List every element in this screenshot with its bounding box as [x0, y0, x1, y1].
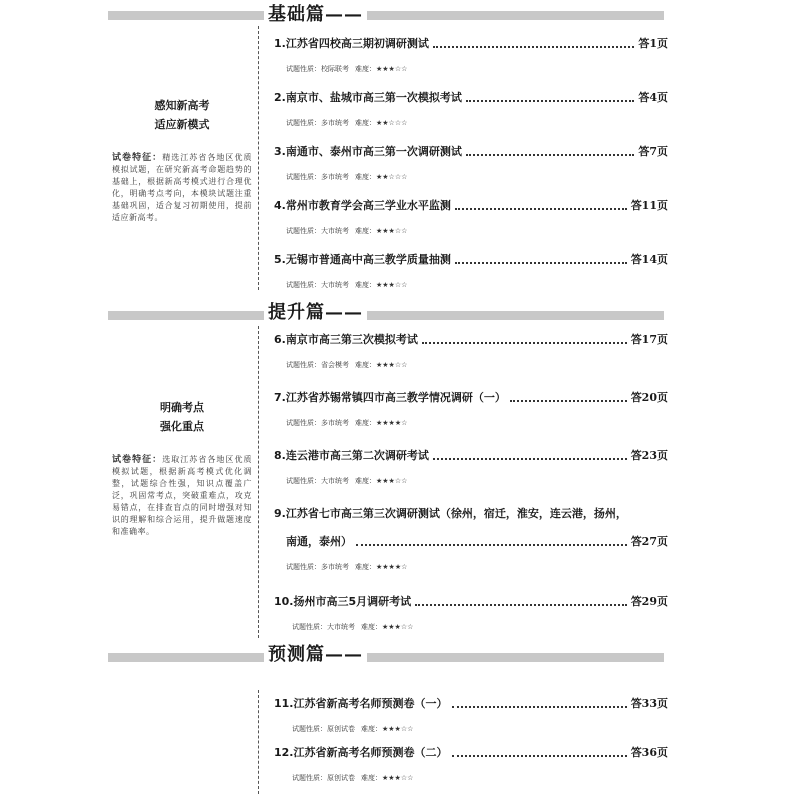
side-heading: 感知新高考: [154, 99, 210, 112]
sidebar-advance: [112, 398, 252, 538]
divider-line: [258, 26, 259, 290]
entry-title-continued: 南通，泰州）: [286, 535, 352, 548]
toc-entry[interactable]: 8.连云港市高三第二次调研考试 答23页 试题性质：大市统考 难度：★★★☆☆: [274, 449, 668, 485]
entry-page: 答20页: [630, 391, 668, 404]
entry-title: 5.无锡市普通高中高三教学质量抽测: [274, 253, 451, 266]
entry-page: 答23页: [630, 449, 668, 462]
entry-title: 1.江苏省四校高三期初调研测试: [274, 37, 429, 50]
toc-entry[interactable]: 2.南京市、盐城市高三第一次模拟考试 答4页 试题性质：多市统考 难度：★★☆☆☆: [274, 91, 668, 127]
toc-entry[interactable]: 6.南京市高三第三次模拟考试 答17页 试题性质：省会模考 难度：★★★☆☆: [274, 333, 668, 369]
entry-title: 9.江苏省七市高三第三次调研测试（徐州，宿迁，淮安，连云港，扬州，: [274, 507, 627, 520]
toc-entry[interactable]: 9.江苏省七市高三第三次调研测试（徐州，宿迁，淮安，连云港，扬州， 南通，泰州） 答27页 试题性质：多市统考 难度：★★★★☆: [274, 507, 668, 571]
entry-page: 答29页: [630, 595, 668, 608]
toc-entry[interactable]: 5.无锡市普通高中高三教学质量抽测 答14页 试题性质：大市统考 难度：★★★☆☆: [274, 253, 668, 289]
section-bar: [108, 11, 664, 20]
entry-title: 10.扬州市高三5月调研考试: [274, 595, 412, 608]
entry-title: 2.南京市、盐城市高三第一次模拟考试: [274, 91, 462, 104]
side-heading: 明确考点: [160, 401, 204, 414]
toc-entry[interactable]: 12.江苏省新高考名师预测卷（二） 答36页 试题性质：原创试卷 难度：★★★☆☆: [274, 746, 668, 782]
entry-title: 3.南通市、泰州市高三第一次调研测试: [274, 145, 462, 158]
entry-page: 答17页: [630, 333, 668, 346]
side-heading: 强化重点: [160, 420, 204, 433]
section-bar: [108, 653, 664, 662]
entry-title: 7.江苏省苏锡常镇四市高三教学情况调研（一）: [274, 391, 506, 404]
side-description: 试卷特征：选取江苏省各地区优质模拟试题，根据新高考模式优化调整，试题综合性强，知识点覆盖广泛，巩固常考点，突破重难点，攻克易错点，在排查盲点的同时增强对知识的理解和综合运用，提升做题速度和准确率。: [112, 455, 252, 536]
toc-entry[interactable]: 1.江苏省四校高三期初调研测试 答1页 试题性质：校际联考 难度：★★★☆☆: [274, 37, 668, 73]
entry-page: 答11页: [630, 199, 668, 212]
section-bar: [108, 311, 664, 320]
entry-title: 6.南京市高三第三次模拟考试: [274, 333, 418, 346]
entry-page: 答33页: [630, 697, 668, 710]
section-title-basic: 基础篇——: [264, 4, 367, 26]
entry-title: 12.江苏省新高考名师预测卷（二）: [274, 746, 448, 759]
entry-page: 答1页: [638, 37, 668, 50]
entry-title: 4.常州市教育学会高三学业水平监测: [274, 199, 451, 212]
entry-title: 11.江苏省新高考名师预测卷（一）: [274, 697, 448, 710]
divider-line: [258, 326, 259, 638]
toc-entry[interactable]: 4.常州市教育学会高三学业水平监测 答11页 试题性质：大市统考 难度：★★★☆☆: [274, 199, 668, 235]
entry-page: 答7页: [638, 145, 668, 158]
side-description: 试卷特征：精选江苏省各地区优质模拟试题，在研究新高考命题趋势的基础上，根据新高考模式进行合理优化，明确考点考向，本模块试题注重基础巩固，适合复习初期使用，提前适应新高考。: [112, 153, 252, 222]
divider-line: [258, 690, 259, 794]
entry-page: 答36页: [630, 746, 668, 759]
entry-page: 答4页: [638, 91, 668, 104]
section-title-predict: 预测篇——: [264, 644, 367, 666]
section-title-advance: 提升篇——: [264, 302, 367, 324]
toc-entry[interactable]: 10.扬州市高三5月调研考试 答29页 试题性质：大市统考 难度：★★★☆☆: [274, 595, 668, 631]
toc-entry[interactable]: 3.南通市、泰州市高三第一次调研测试 答7页 试题性质：多市统考 难度：★★☆☆☆: [274, 145, 668, 181]
entry-page: 答27页: [630, 535, 668, 548]
toc-entry[interactable]: 7.江苏省苏锡常镇四市高三教学情况调研（一） 答20页 试题性质：多市统考 难度：★★★★☆: [274, 391, 668, 427]
sidebar-basic: [112, 96, 252, 224]
entry-page: 答14页: [630, 253, 668, 266]
side-heading: 适应新模式: [154, 118, 210, 131]
toc-entry[interactable]: 11.江苏省新高考名师预测卷（一） 答33页 试题性质：原创试卷 难度：★★★☆☆: [274, 697, 668, 733]
entry-title: 8.连云港市高三第二次调研考试: [274, 449, 429, 462]
